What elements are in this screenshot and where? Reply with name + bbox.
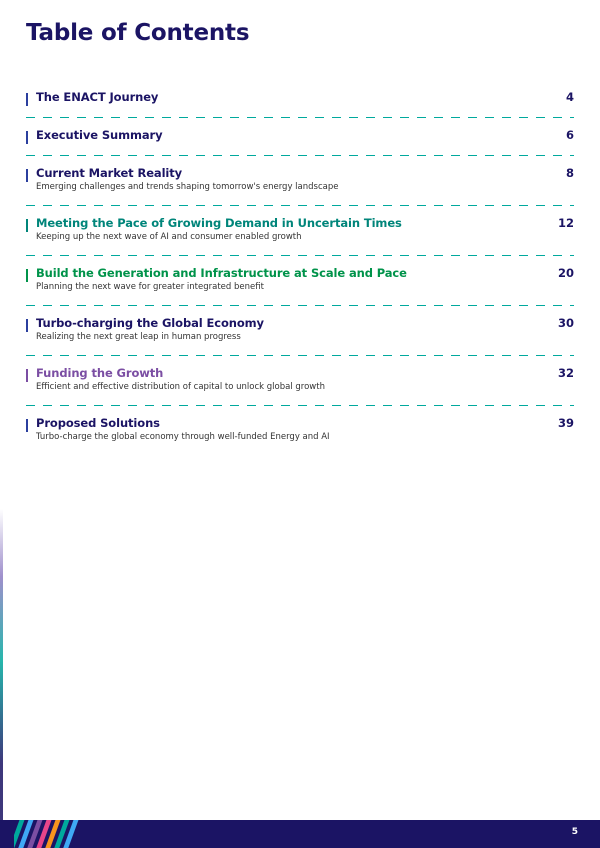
toc-divider bbox=[26, 355, 574, 356]
toc-entry-subtitle: Planning the next wave for greater integrated benefit bbox=[36, 282, 264, 292]
footer-stripes bbox=[14, 820, 164, 848]
toc-entry-marker bbox=[26, 369, 28, 382]
toc-entry-subtitle: Efficient and effective distribution of capital to unlock global growth bbox=[36, 382, 325, 392]
table-of-contents bbox=[26, 90, 574, 448]
toc-entry-page[interactable]: 8 bbox=[565, 166, 574, 180]
toc-entry-page[interactable]: 30 bbox=[557, 316, 574, 330]
toc-entry-marker bbox=[26, 219, 28, 232]
toc-entry-page[interactable]: 39 bbox=[557, 416, 574, 430]
toc-entry[interactable] bbox=[26, 90, 574, 110]
toc-entry[interactable] bbox=[26, 416, 574, 448]
toc-divider bbox=[26, 405, 574, 406]
toc-divider bbox=[26, 305, 574, 306]
toc-divider bbox=[26, 255, 574, 256]
toc-entry-marker bbox=[26, 419, 28, 432]
toc-entry[interactable] bbox=[26, 316, 574, 348]
toc-entry-title[interactable]: Build the Generation and Infrastructure at Scale and Pace bbox=[36, 266, 407, 280]
toc-entry-row bbox=[36, 166, 574, 180]
toc-entry[interactable] bbox=[26, 366, 574, 398]
toc-entry-marker bbox=[26, 131, 28, 144]
toc-entry-page[interactable]: 12 bbox=[557, 216, 574, 230]
toc-entry-page[interactable]: 6 bbox=[565, 128, 574, 142]
page-footer bbox=[0, 820, 600, 848]
toc-entry[interactable] bbox=[26, 216, 574, 248]
toc-entry-title[interactable]: The ENACT Journey bbox=[36, 90, 159, 104]
toc-entry-title[interactable]: Proposed Solutions bbox=[36, 416, 160, 430]
toc-entry-subtitle: Turbo-charge the global economy through well-funded Energy and AI bbox=[36, 432, 330, 442]
toc-entry-marker bbox=[26, 93, 28, 106]
toc-entry-row bbox=[36, 416, 574, 430]
page-title: Table of Contents bbox=[26, 20, 250, 46]
toc-entry-subtitle: Realizing the next great leap in human progress bbox=[36, 332, 241, 342]
toc-entry-row bbox=[36, 316, 574, 330]
toc-entry-subtitle: Emerging challenges and trends shaping tomorrow's energy landscape bbox=[36, 182, 339, 192]
toc-entry-row bbox=[36, 90, 574, 104]
toc-entry-row bbox=[36, 266, 574, 280]
toc-entry-title[interactable]: Turbo-charging the Global Economy bbox=[36, 316, 264, 330]
toc-entry-subtitle: Keeping up the next wave of AI and consumer enabled growth bbox=[36, 232, 302, 242]
toc-entry-page[interactable]: 32 bbox=[557, 366, 574, 380]
toc-entry-title[interactable]: Meeting the Pace of Growing Demand in Uncertain Times bbox=[36, 216, 402, 230]
page-number: 5 bbox=[571, 827, 578, 837]
toc-entry-page[interactable]: 4 bbox=[565, 90, 574, 104]
toc-divider bbox=[26, 155, 574, 156]
left-accent-bar bbox=[0, 0, 3, 848]
toc-entry-title[interactable]: Current Market Reality bbox=[36, 166, 183, 180]
toc-entry-marker bbox=[26, 169, 28, 182]
toc-divider bbox=[26, 205, 574, 206]
toc-entry-row bbox=[36, 216, 574, 230]
toc-entry-title[interactable]: Funding the Growth bbox=[36, 366, 164, 380]
toc-entry-title[interactable]: Executive Summary bbox=[36, 128, 163, 142]
toc-entry-marker bbox=[26, 269, 28, 282]
toc-entry-row bbox=[36, 366, 574, 380]
toc-entry-marker bbox=[26, 319, 28, 332]
toc-entry-row bbox=[36, 128, 574, 142]
toc-entry-page[interactable]: 20 bbox=[557, 266, 574, 280]
toc-entry[interactable] bbox=[26, 166, 574, 198]
toc-entry[interactable] bbox=[26, 128, 574, 148]
toc-entry[interactable] bbox=[26, 266, 574, 298]
toc-divider bbox=[26, 117, 574, 118]
